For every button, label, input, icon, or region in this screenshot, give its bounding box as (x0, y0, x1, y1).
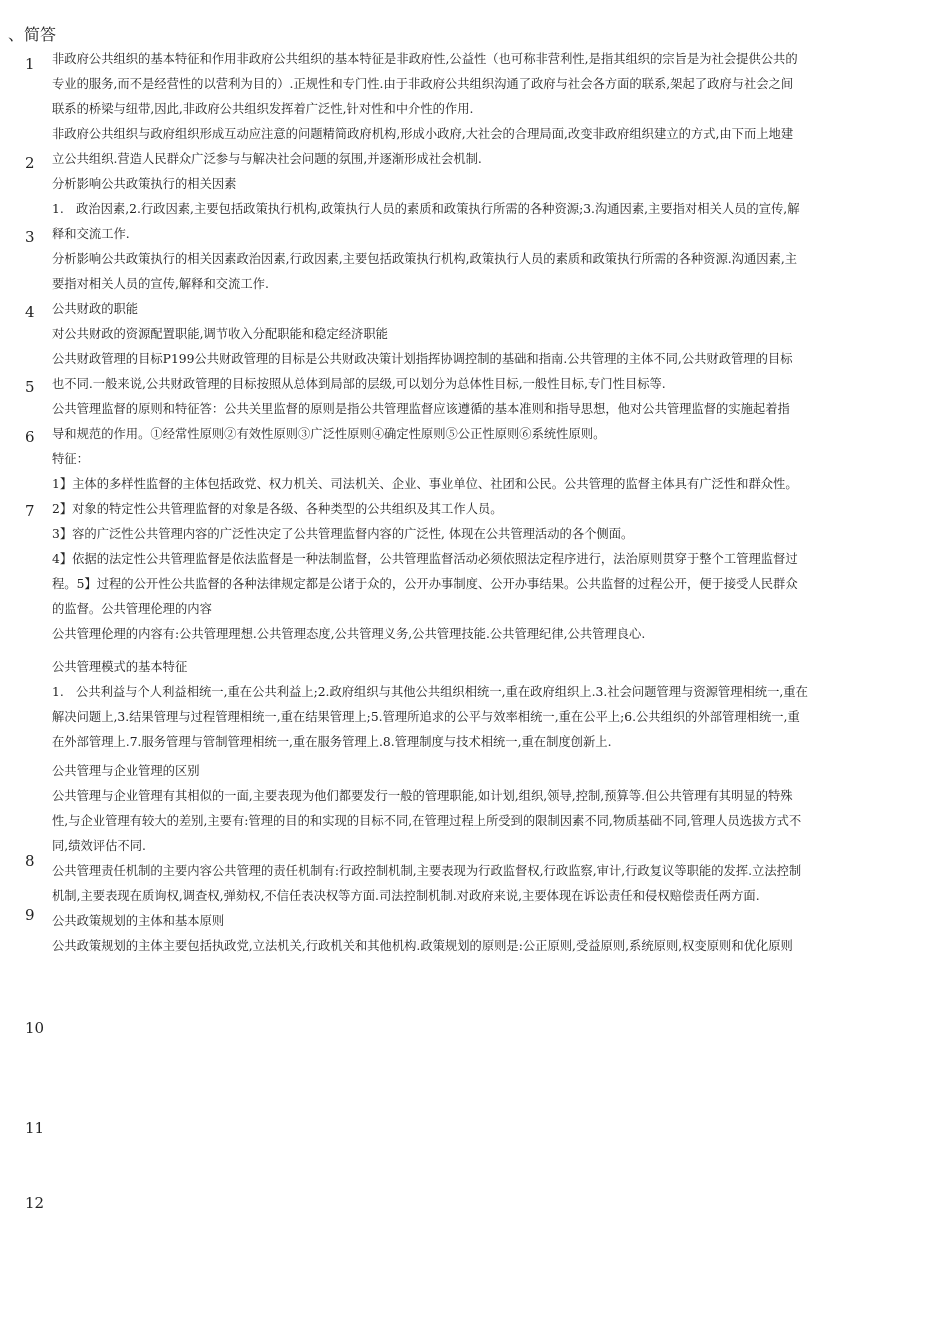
item-number: 4 (25, 303, 35, 321)
text-line: 公共管理监督的原则和特征答：公共关里监督的原则是指公共管理监督应该遵循的基本准则和指导思想，他对公共管理监督的实施起着指 (52, 402, 790, 416)
text-line: 机制,主要表现在质询权,调查权,弹劾权,不信任表决权等方面.司法控制机制.对政府来说,主要体现在诉讼责任和侵权赔偿责任两方面. (52, 889, 760, 903)
item-number: 12 (25, 1194, 45, 1212)
text-line: 公共管理与企业管理的区别 (52, 764, 200, 778)
text-line: 公共政策规划的主体主要包括执政党,立法机关,行政机关和其他机构.政策规划的原则是:公正原则,受益原则,系统原则,权变原则和优化原则 (52, 939, 793, 953)
text-line: 性,与企业管理有较大的差别,主要有:管理的目的和实现的目标不同,在管理过程上所受到的限制因素不同,物质基础不同,管理人员选拔方式不 (52, 814, 802, 828)
text-line: 立公共组织.营造人民群众广泛参与与解决社会问题的氛围,并逐渐形成社会机制. (52, 152, 482, 166)
item-number: 6 (25, 428, 35, 446)
text-line: 要指对相关人员的宣传,解释和交流工作. (52, 277, 269, 291)
section-heading: 、简答 (8, 25, 57, 44)
text-line: 公共管理模式的基本特征 (52, 660, 188, 674)
text-line: 1. 政治因素,2.行政因素,主要包括政策执行机构,政策执行人员的素质和政策执行所需的各种资源;3.沟通因素,主要指对相关人员的宣传,解 (52, 202, 800, 216)
text-line: 程。5】过程的公开性公共监督的各种法律规定都是公诸于众的，公开办事制度、公开办事结果。公共监督的过程公开，便于接受人民群众 (52, 577, 798, 591)
text-line: 在外部管理上.7.服务管理与管制管理相统一,重在服务管理上.8.管理制度与技术相统一,重在制度创新上. (52, 735, 612, 749)
item-number: 5 (25, 378, 35, 396)
text-line: 1. 公共利益与个人利益相统一,重在公共利益上;2.政府组织与其他公共组织相统一,重在政府组织上.3.社会问题管理与资源管理相统一,重在 (52, 685, 808, 699)
text-line: 也不同.一般来说,公共财政管理的目标按照从总体到局部的层级,可以划分为总体性目标,一般性目标,专门性目标等. (52, 377, 666, 391)
text-line: 1】主体的多样性监督的主体包括政党、权力机关、司法机关、企业、事业单位、社团和公民。公共管理的监督主体具有广泛性和群众性。 (52, 477, 798, 491)
text-line: 同,绩效评估不同. (52, 839, 146, 853)
text-line: 2】对象的特定性公共管理监督的对象是各级、各种类型的公共组织及其工作人员。 (52, 502, 503, 516)
text-line: 4】依据的法定性公共管理监督是依法监督是一种法制监督，公共管理监督活动必须依照法定程序进行，法治原则贯穿于整个工管理监督过 (52, 552, 798, 566)
text-line: 非政府公共组织的基本特征和作用非政府公共组织的基本特征是非政府性,公益性（也可称非营利性,是指其组织的宗旨是为社会提供公共的 (52, 52, 798, 66)
item-number: 3 (25, 228, 35, 246)
text-line: 解决问题上,3.结果管理与过程管理相统一,重在结果管理上;5.管理所追求的公平与效率相统一,重在公平上;6.公共组织的外部管理相统一,重 (52, 710, 800, 724)
text-line: 分析影响公共政策执行的相关因素政治因素,行政因素,主要包括政策执行机构,政策执行人员的素质和政策执行所需的各种资源.沟通因素,主 (52, 252, 798, 266)
item-number: 9 (25, 906, 35, 924)
item-number: 1 (25, 55, 35, 73)
item-number: 7 (25, 502, 35, 520)
text-line: 专业的服务,而不是经营性的以营利为目的）.正规性和专门性.由于非政府公共组织沟通了政府与社会各方面的联系,架起了政府与社会之间 (52, 77, 794, 91)
text-line: 联系的桥梁与纽带,因此,非政府公共组织发挥着广泛性,针对性和中介性的作用. (52, 102, 474, 116)
text-line: 公共管理伦理的内容有:公共管理理想.公共管理态度,公共管理义务,公共管理技能.公共管理纪律,公共管理良心. (52, 627, 646, 641)
text-line: 的监督。公共管理伦理的内容 (52, 602, 212, 616)
text-line: 公共管理与企业管理有其相似的一面,主要表现为他们都要发行一般的管理职能,如计划,组织,领导,控制,预算等.但公共管理有其明显的特殊 (52, 789, 793, 803)
item-number: 8 (25, 852, 35, 870)
text-line: 特征： (52, 452, 89, 466)
text-line: 公共政策规划的主体和基本原则 (52, 914, 225, 928)
text-line: 非政府公共组织与政府组织形成互动应注意的问题精简政府机构,形成小政府,大社会的合理局面,改变非政府组织建立的方式,由下而上地建 (52, 127, 794, 141)
text-line: 3】容的广泛性公共管理内容的广泛性决定了公共管理监督内容的广泛性, 体现在公共管理活动的各个侧面。 (52, 527, 634, 541)
item-number: 2 (25, 154, 35, 172)
text-line: 释和交流工作. (52, 227, 130, 241)
item-number: 10 (25, 1019, 45, 1037)
text-line: 分析影响公共政策执行的相关因素 (52, 177, 237, 191)
text-line: 对公共财政的资源配置职能,调节收入分配职能和稳定经济职能 (52, 327, 388, 341)
text-line: 公共财政的职能 (52, 302, 139, 316)
text-line: 公共管理责任机制的主要内容公共管理的责任机制有:行政控制机制,主要表现为行政监督权,行政监察,审计,行政复议等职能的发挥.立法控制 (52, 864, 802, 878)
text-line: 公共财政管理的目标P199公共财政管理的目标是公共财政决策计划指挥协调控制的基础和指南.公共管理的主体不同,公共财政管理的目标 (52, 352, 793, 366)
text-line: 导和规范的作用。①经常性原则②有效性原则③广泛性原则④确定性原则⑤公正性原则⑥系统性原则。 (52, 427, 606, 441)
item-number: 11 (25, 1119, 45, 1137)
